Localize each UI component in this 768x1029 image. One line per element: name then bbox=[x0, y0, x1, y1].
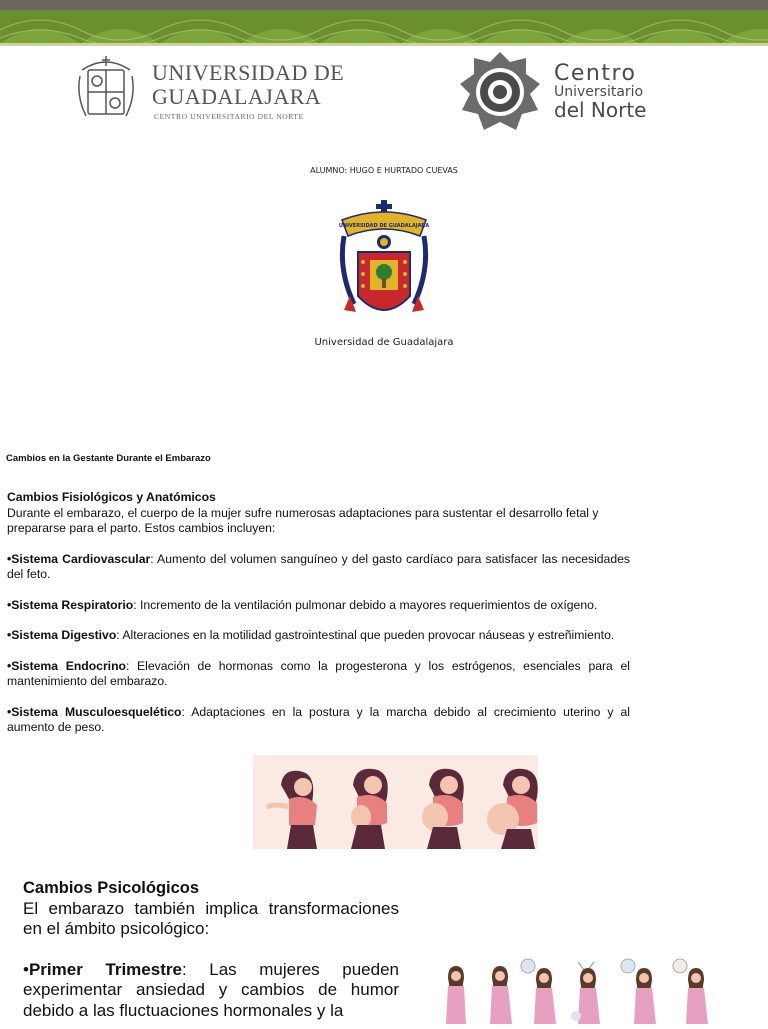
physiological-section bbox=[7, 490, 630, 736]
student-name: ALUMNO: HUGO E HURTADO CUEVAS bbox=[310, 166, 458, 175]
figure-2 bbox=[351, 769, 388, 849]
item-term: Sistema Musculoesquelético bbox=[11, 704, 182, 719]
item-text: : Las mujeres pueden experimentar ansiedad y cambios de humor debido a las fluctuaciones hormonales y la bbox=[23, 959, 399, 1020]
item-text: : Adaptaciones en la postura y la marcha debido al crecimiento uterino y al aumento de peso. bbox=[7, 704, 630, 734]
emotion-figure-2 bbox=[490, 966, 512, 1024]
item-text: : Alteraciones en la motilidad gastrointestinal que pueden provocar náuseas y estreñimiento. bbox=[116, 628, 615, 642]
cun-logo-line3: del Norte bbox=[554, 98, 647, 122]
physiological-intro: Durante el embarazo, el cuerpo de la mujer sufre numerosas adaptaciones para sustentar el desarrollo fetal y prepararse para el parto. Estos cambios incluyen: bbox=[7, 505, 599, 535]
list-item: •Sistema Digestivo: Alteraciones en la motilidad gastrointestinal que pueden provocar náuseas y estreñimiento. bbox=[7, 628, 615, 642]
udg-logo-line1: UNIVERSIDAD DE bbox=[152, 60, 344, 85]
crest-ribbon-text: UNIVERSIDAD DE GUADALAJARA bbox=[338, 223, 430, 229]
udg-logo bbox=[76, 52, 344, 128]
item-term: Sistema Digestivo bbox=[11, 628, 117, 642]
item-term: Sistema Cardiovascular bbox=[11, 551, 151, 566]
cun-logo-emblem bbox=[460, 52, 540, 130]
item-text: : Aumento del volumen sanguíneo y del gasto cardíaco para satisfacer las necesidades del feto. bbox=[7, 551, 630, 581]
emotion-figure-6 bbox=[673, 959, 708, 1024]
udg-logo-line3: CENTRO UNIVERSITARIO DEL NORTE bbox=[154, 112, 304, 121]
list-item: •Sistema Respiratorio: Incremento de la ventilación pulmonar debido a mayores requerimientos de oxígeno. bbox=[7, 597, 598, 612]
university-crest bbox=[338, 200, 430, 324]
emotion-figure-1 bbox=[446, 966, 466, 1024]
psychological-intro: El embarazo también implica transformaciones en el ámbito psicológico: bbox=[23, 898, 399, 938]
item-text: : Incremento de la ventilación pulmonar debido a mayores requerimientos de oxígeno. bbox=[133, 597, 598, 612]
psychological-section bbox=[23, 878, 399, 1021]
item-term: Primer Trimestre bbox=[28, 959, 182, 979]
cun-logo bbox=[456, 50, 672, 134]
item-text: : Elevación de hormonas como la progesterona y los estrógenos, esenciales para el mantenimiento del embarazo. bbox=[7, 658, 630, 688]
pregnant-women-illustration bbox=[253, 755, 538, 849]
list-item: •Sistema Musculoesquelético: Adaptaciones en la postura y la marcha debido al crecimiento uterino y al aumento de peso. bbox=[7, 704, 630, 734]
item-term: Sistema Respiratorio bbox=[11, 597, 134, 612]
psychological-heading: Cambios Psicológicos bbox=[23, 879, 200, 897]
cun-logo-line2: Universitario bbox=[554, 84, 644, 100]
physiological-heading: Cambios Fisiológicos y Anatómicos bbox=[7, 490, 216, 504]
list-item: •Sistema Cardiovascular: Aumento del volumen sanguíneo y del gasto cardíaco para satisfacer las necesidades del feto. bbox=[7, 551, 630, 581]
pregnant-emotions-illustration bbox=[436, 958, 718, 1024]
crest-caption: Universidad de Guadalajara bbox=[314, 337, 454, 348]
udg-logo-line2: GUADALAJARA bbox=[152, 84, 322, 109]
emotion-figure-3 bbox=[521, 959, 556, 1024]
list-item: •Primer Trimestre: Las mujeres pueden experimentar ansiedad y cambios de humor debido a las fluctuaciones hormonales y la bbox=[23, 959, 399, 1020]
udg-logo-emblem bbox=[79, 56, 133, 116]
emotion-figure-4 bbox=[571, 962, 600, 1024]
list-item: •Sistema Endocrino: Elevación de hormonas como la progesterona y los estrógenos, esenciales para el mantenimiento del embarazo. bbox=[7, 658, 630, 688]
item-term: Sistema Endocrino bbox=[11, 658, 126, 673]
document-title: Cambios en la Gestante Durante el Embarazo bbox=[6, 453, 211, 464]
cun-logo-line1: Centro bbox=[554, 61, 637, 86]
decorative-banner bbox=[0, 0, 768, 46]
emotion-figure-5 bbox=[621, 959, 656, 1024]
